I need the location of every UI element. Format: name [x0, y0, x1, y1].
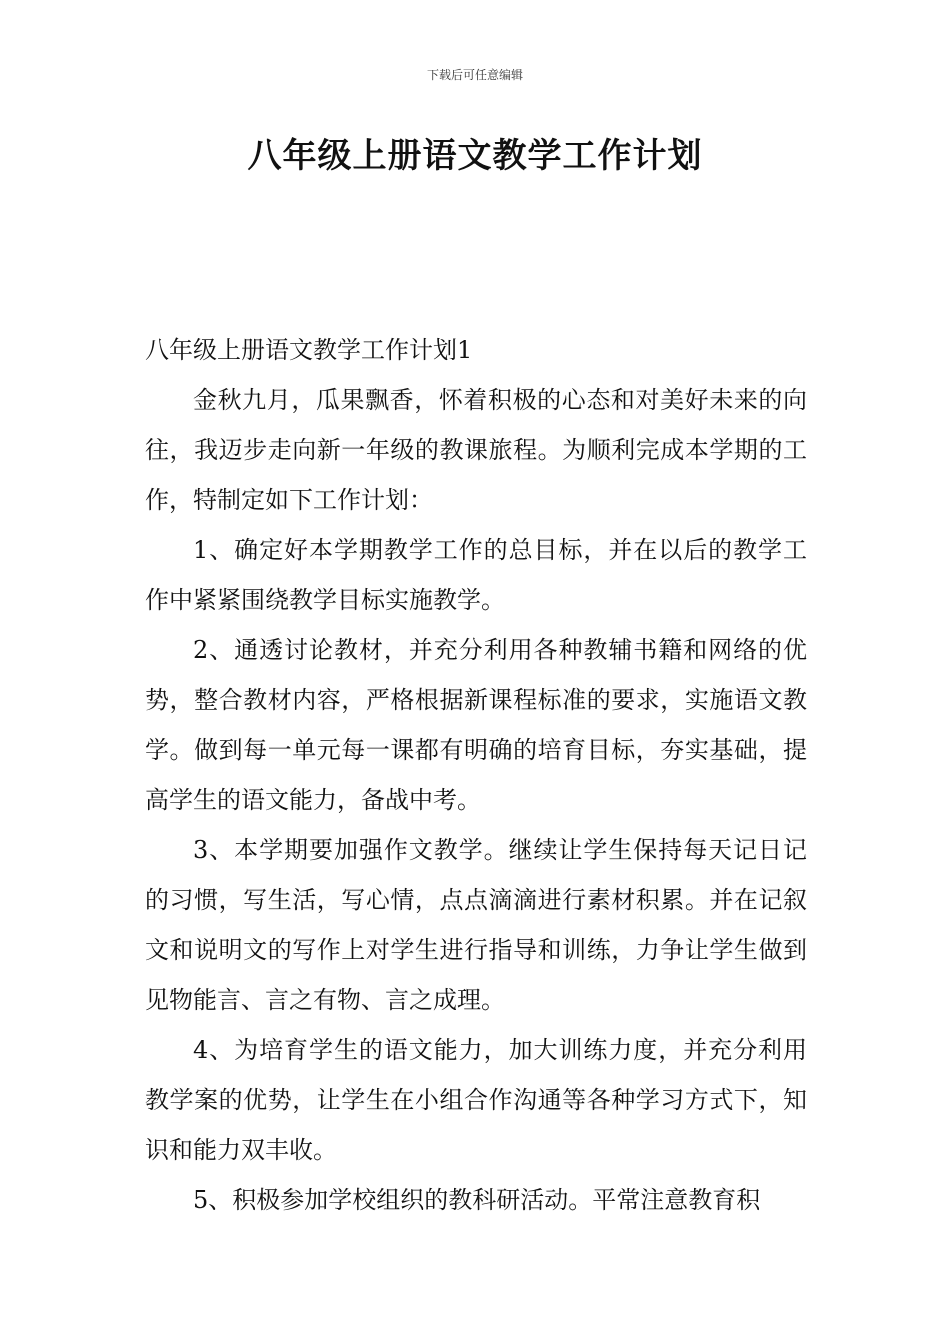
header-note: 下载后可任意编辑 [426, 68, 523, 82]
section-heading: 八年级上册语文教学工作计划1 [145, 336, 473, 364]
paragraph-intro: 金秋九月，瓜果飘香，怀着积极的心态和对美好未来的向往，我迈步走向新一年级的教课旅程。为顺利完成本学期的工作，特制定如下工作计划： [145, 386, 807, 514]
document-body [145, 325, 807, 1225]
paragraph-item-4: 4、为培育学生的语文能力，加大训练力度，并充分利用教学案的优势，让学生在小组合作沟通等各种学习方式下，知识和能力双丰收。 [145, 1036, 807, 1164]
document-title: 八年级上册语文教学工作计划 [247, 136, 703, 176]
paragraph-item-1: 1、确定好本学期教学工作的总目标，并在以后的教学工作中紧紧围绕教学目标实施教学。 [145, 536, 807, 614]
paragraph-item-3: 3、本学期要加强作文教学。继续让学生保持每天记日记的习惯，写生活，写心情，点点滴滴进行素材积累。并在记叙文和说明文的写作上对学生进行指导和训练，力争让学生做到见物能言、言之有物、言之成理。 [145, 836, 807, 1014]
paragraph-item-2: 2、通透讨论教材，并充分利用各种教辅书籍和网络的优势，整合教材内容，严格根据新课程标准的要求，实施语文教学。做到每一单元每一课都有明确的培育目标，夯实基础，提高学生的语文能力，备战中考。 [145, 636, 807, 814]
paragraph-item-5: 5、积极参加学校组织的教科研活动。平常注意教育积 [193, 1186, 761, 1214]
